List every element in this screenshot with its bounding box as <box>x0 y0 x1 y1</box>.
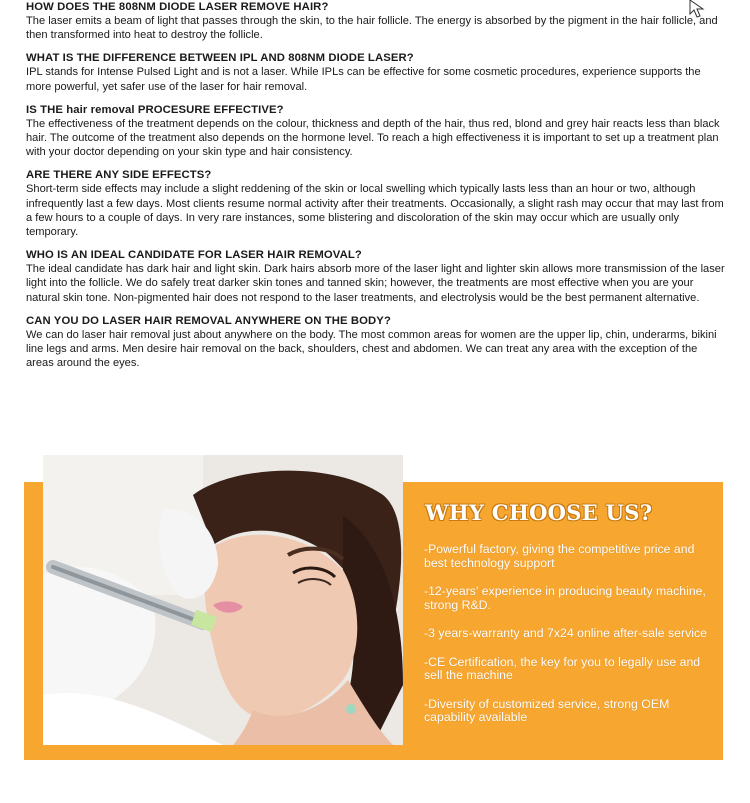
faq-question: IS THE hair removal PROCESURE EFFECTIVE? <box>26 103 284 116</box>
faq-item <box>26 168 726 239</box>
faq-answer: The laser emits a beam of light that passes through the skin, to the hair follicle. The energy is absorbed by the pigment in the hair follicle, and then transformed into heat to destroy the follicle. <box>26 15 718 42</box>
faq-question: HOW DOES THE 808NM DIODE LASER REMOVE HAIR? <box>26 1 329 13</box>
benefits-list <box>424 543 714 740</box>
faq-answer: The effectiveness of the treatment depends on the colour, thickness and depth of the hair, thus red, blond and grey hair reacts less than black hair. The outcome of the treatment also depends on the hormone level. To reach a high effectiveness it is important to set up a treatment plan with your doctor depending on your skin type and hair consistency. <box>26 117 720 159</box>
why-choose-us-title: WHY CHOOSE US? <box>425 500 653 525</box>
benefit-item: -Powerful factory, giving the competitive price and best technology support <box>424 542 695 570</box>
faq-answer: Short-term side effects may include a slight reddening of the skin or local swelling which typically lasts less than an hour or two, although infrequently last a few days. Most clients resume normal activity after their treatments. Occasionally, a slight rash may occur that may last from a few hours to a couple of days. In very rare instances, some blistering and discoloration of the skin may occur which are usually only temporary. <box>26 183 724 239</box>
faq-answer: We can do laser hair removal just about anywhere on the body. The most common areas for women are the upper lip, chin, underarms, bikini line legs and arms. Men desire hair removal on the back, shoulders, chest and abdomen. We can treat any area with the exception of the areas around the eyes. <box>26 328 717 370</box>
faq-question: WHO IS AN IDEAL CANDIDATE FOR LASER HAIR REMOVAL? <box>26 249 362 262</box>
benefit-item: -12-years' experience in producing beauty machine, strong R&D. <box>424 584 706 612</box>
faq-item <box>26 314 726 371</box>
why-choose-us-panel <box>405 482 723 760</box>
benefit-item: -3 years-warranty and 7x24 online after-sale service <box>424 626 707 640</box>
treatment-photo <box>43 455 403 745</box>
faq-item <box>26 0 726 42</box>
faq-answer: The ideal candidate has dark hair and light skin. Dark hairs absorb more of the laser light and lighter skin allows more transmission of the laser light into the follicle. We do safely treat darker skin tones and tanned skin; however, the treatments are most effective when you are your natural skin tone. Non-pigmented hair does not respond to the laser treatments, and electrolysis would be the best permanent alternative. <box>26 263 725 304</box>
faq-question: ARE THERE ANY SIDE EFFECTS? <box>26 169 212 182</box>
faq-item <box>26 103 726 160</box>
faq-question: WHAT IS THE DIFFERENCE BETWEEN IPL AND 808NM DIODE LASER? <box>26 52 414 65</box>
faq-section <box>26 0 726 379</box>
benefit-item: -CE Certification, the key for you to legally use and sell the machine <box>424 654 701 682</box>
faq-answer: IPL stands for Intense Pulsed Light and is not a laser. While IPLs can be effective for some cosmetic procedures, experience supports the more powerful, yet safer use of the laser for hair removal. <box>26 66 701 93</box>
faq-item <box>26 248 726 305</box>
benefit-item: -Diversity of customized service, strong OEM capability available <box>424 696 670 724</box>
faq-question: CAN YOU DO LASER HAIR REMOVAL ANYWHERE ON THE BODY? <box>26 314 391 327</box>
faq-item <box>26 51 726 93</box>
